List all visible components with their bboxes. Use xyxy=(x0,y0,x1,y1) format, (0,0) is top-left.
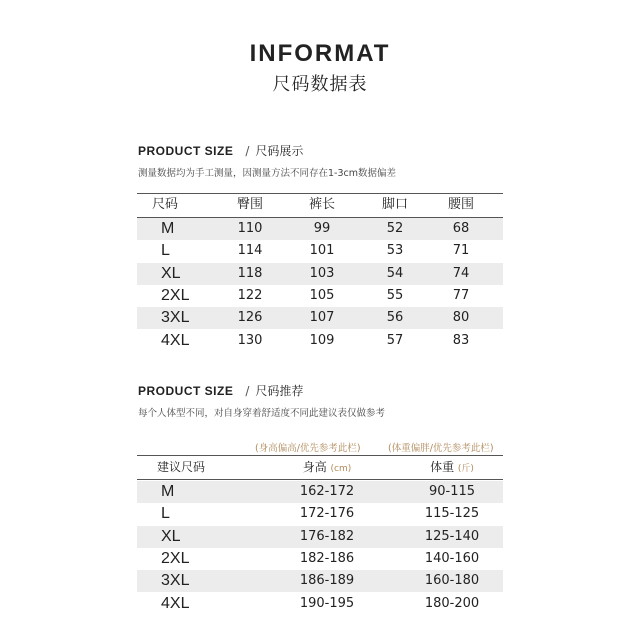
section1-title-en: PRODUCT SIZE xyxy=(138,144,234,158)
col-size-header: 建议尺码 xyxy=(157,460,206,474)
section1-heading xyxy=(138,142,303,159)
height-range: 172-176 xyxy=(299,506,355,522)
table-row xyxy=(137,240,503,262)
section1-note: 测量数据均为手工测量，因测量方法不同存在1-3cm数据偏差 xyxy=(138,168,396,179)
col-height-header xyxy=(277,455,377,477)
weight-range: 180-200 xyxy=(424,595,480,611)
section1-title-zh: 尺码展示 xyxy=(255,144,304,158)
table-row xyxy=(137,548,503,570)
measure-col-header: 臀围 xyxy=(236,197,263,212)
height-range: 190-195 xyxy=(299,595,355,611)
measure-value: 107 xyxy=(309,310,335,326)
table-row xyxy=(137,218,503,240)
size-label: 4XL xyxy=(161,331,190,349)
size-label: 2XL xyxy=(161,549,190,567)
measure-value: 52 xyxy=(386,221,404,236)
measure-value: 118 xyxy=(237,265,263,281)
measure-value: 103 xyxy=(309,265,335,281)
measure-value: 77 xyxy=(452,287,470,303)
section2-slash: / xyxy=(245,384,250,398)
measure-col-header: 脚口 xyxy=(381,197,408,212)
col-weight-label: 体重 xyxy=(430,460,455,474)
weight-range: 115-125 xyxy=(424,506,480,522)
measure-value: 122 xyxy=(237,287,263,303)
size-label: XL xyxy=(161,527,181,545)
section2-note: 每个人体型不同，对自身穿着舒适度不同此建议表仅做参考 xyxy=(138,408,386,419)
col-height-label: 身高 xyxy=(302,460,327,474)
size-label: XL xyxy=(161,264,181,282)
size-label: M xyxy=(161,483,175,500)
measure-header-row xyxy=(137,194,503,216)
weight-range: 140-160 xyxy=(424,550,480,566)
table-row xyxy=(137,570,503,592)
measure-col-header: 尺码 xyxy=(151,197,178,212)
section2-heading xyxy=(138,382,303,399)
page-title-en: INFORMAT xyxy=(249,40,391,67)
col-weight-unit: (斤) xyxy=(457,464,474,474)
table-row xyxy=(137,263,503,285)
measure-value: 101 xyxy=(309,243,335,259)
measure-value: 80 xyxy=(452,310,470,326)
measure-value: 130 xyxy=(237,332,263,348)
recommend-header-row xyxy=(137,455,503,479)
measure-value: 126 xyxy=(237,310,263,326)
table-row xyxy=(137,285,503,307)
measure-value: 105 xyxy=(309,287,335,303)
size-label: 2XL xyxy=(161,286,190,304)
weight-range: 160-180 xyxy=(424,573,480,589)
weight-range: 90-115 xyxy=(428,484,476,499)
measure-value: 55 xyxy=(386,287,404,303)
height-range: 186-189 xyxy=(299,573,355,589)
size-label: 4XL xyxy=(161,594,190,612)
weight-range: 125-140 xyxy=(424,528,480,544)
size-label: L xyxy=(161,242,170,260)
measure-value: 71 xyxy=(452,243,470,259)
measure-value: 68 xyxy=(452,221,470,236)
height-range: 176-182 xyxy=(299,528,355,544)
measure-value: 56 xyxy=(386,310,404,326)
measure-col-header: 腰围 xyxy=(447,197,474,212)
section2-header-rule xyxy=(137,479,503,480)
table-row xyxy=(137,503,503,525)
measure-value: 74 xyxy=(452,265,470,281)
measure-value: 114 xyxy=(237,243,263,259)
section2-title-en: PRODUCT SIZE xyxy=(138,384,234,398)
height-range: 182-186 xyxy=(299,550,355,566)
measure-value: 109 xyxy=(309,332,335,348)
section1-slash: / xyxy=(245,144,250,158)
col-height-unit: (cm) xyxy=(330,464,352,474)
measure-value: 53 xyxy=(386,243,404,259)
measure-value: 110 xyxy=(237,221,263,236)
measure-value: 54 xyxy=(386,265,404,281)
height-priority-hint: (身高偏高/优先参考此栏) xyxy=(255,443,361,454)
measure-value: 99 xyxy=(313,221,331,236)
size-label: M xyxy=(161,220,175,237)
weight-priority-hint: (体重偏胖/优先参考此栏) xyxy=(388,443,494,454)
page-title-zh: 尺码数据表 xyxy=(272,74,368,95)
measure-value: 83 xyxy=(452,332,470,348)
size-label: 3XL xyxy=(161,309,190,327)
section2-title-zh: 尺码推荐 xyxy=(255,384,304,398)
table-row xyxy=(137,526,503,548)
measure-col-header: 裤长 xyxy=(308,197,335,212)
height-range: 162-172 xyxy=(299,484,355,499)
size-label: 3XL xyxy=(161,572,190,590)
table-row xyxy=(137,481,503,503)
table-row xyxy=(137,330,503,352)
col-weight-header xyxy=(397,455,507,477)
measure-value: 57 xyxy=(386,332,404,348)
table-row xyxy=(137,307,503,329)
table-row xyxy=(137,593,503,615)
size-label: L xyxy=(161,505,170,523)
